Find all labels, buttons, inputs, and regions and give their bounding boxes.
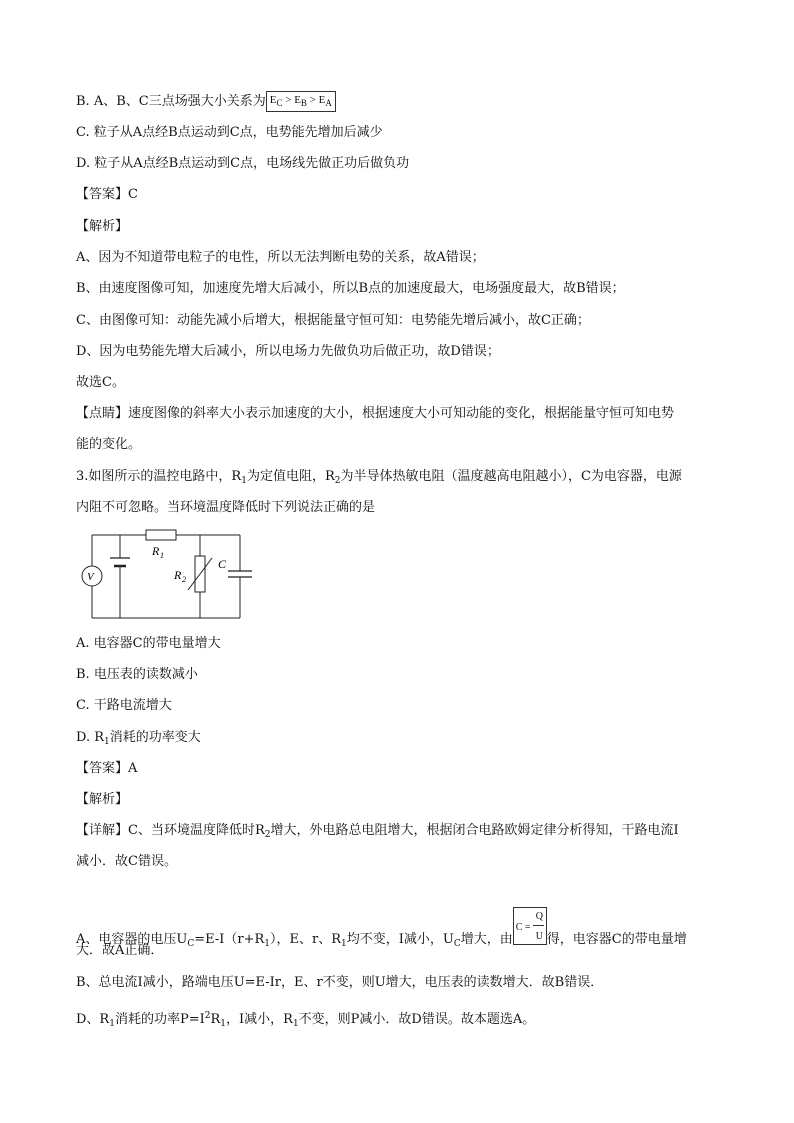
- q2-explanation-a: A、因为不知道带电粒子的电性，所以无法判断电势的关系，故A错误；: [76, 250, 485, 265]
- q3-option-d: D. $R_1$消耗的功率变大: [76, 730, 201, 747]
- capacitor-label: C: [218, 557, 227, 571]
- r2-label: R: [174, 568, 182, 582]
- capacitance-formula: C = Q U: [513, 907, 547, 945]
- q2-explanation-b: B、由速度图像可知，加速度先增大后减小，所以B点的加速度最大，电场强度最大，故B错误；: [76, 281, 625, 296]
- circuit-diagram: [76, 524, 256, 626]
- q2-explanation-d: D、因为电势能先增大后减小，所以电场力先做负功后做正功，故D错误；: [76, 344, 500, 359]
- q3-explanation-b: B、总电流I减小，路端电压U=E-Ir，E、r不变，则U增大，电压表的读数增大．故B错误．: [76, 975, 604, 990]
- q3-stem-line1: 3.如图所示的温控电路中，$R_1$为定值电阻，$R_2$为半导体热敏电阻（温度越高电阻越小），C为电容器，电源: [76, 469, 682, 486]
- q2-analysis-heading: 【解析】: [76, 219, 129, 234]
- q3-stem-line2: 内阻不可忽略。当环境温度降低时下列说法正确的是: [76, 500, 376, 515]
- q2-option-d: D. 粒子从A点经B点运动到C点，电场线先做正功后做负功: [76, 156, 410, 171]
- q3-explanation-d: D、$R_1$消耗的功率$P=I^2R_1$，I减小，$R_1$不变，则P减小．故D错误。故本题选A。: [76, 1011, 536, 1029]
- q2-option-b: B. A、B、C三点场强大小关系为 $E_C > E_B > E_A$: [76, 91, 336, 112]
- q2-conclusion: 故选C。: [76, 375, 125, 390]
- q2-option-c: C. 粒子从A点经B点运动到C点，电势能先增加后减少: [76, 125, 383, 140]
- q2-key-point-line1: 【点睛】速度图像的斜率大小表示加速度的大小，根据速度大小可知动能的变化，根据能量守恒可知电势: [76, 406, 675, 421]
- q2-explanation-c: C、由图像可知：动能先减小后增大，根据能量守恒可知：电势能先增后减小，故C正确；: [76, 313, 590, 328]
- q3-answer: 【答案】A: [76, 761, 138, 776]
- q3-option-a: A. 电容器C的带电量增大: [76, 636, 221, 651]
- q2-answer: 【答案】C: [76, 187, 138, 202]
- r1-label: R: [152, 544, 160, 558]
- q3-detail-line1: 【详解】C、当环境温度降低时$R_2$增大，外电路总电阻增大，根据闭合电路欧姆定律分析得知，干路电流I: [76, 823, 679, 840]
- resistor-r1: [146, 530, 176, 540]
- thermistor-arrow: [188, 558, 212, 590]
- q3-analysis-heading: 【解析】: [76, 792, 129, 807]
- r1-label-sub: 1: [160, 551, 164, 560]
- q2-key-point-line2: 能的变化。: [76, 437, 142, 452]
- q3-option-b: B. 电压表的读数减小: [76, 667, 198, 682]
- r2-label-sub: 2: [182, 575, 186, 584]
- q3-explanation-a-line2: 大．故A正确．: [76, 943, 164, 958]
- q3-detail-line2: 减小．故C错误。: [76, 854, 177, 869]
- q3-explanation-a: A、电容器的电压$U_C=E-I(r+R_1)$，E、r、$R_1$均不变，I减小，$U_C$增大，由 C = Q U 得，电容器C的带电量增: [76, 907, 687, 953]
- field-relation-formula: $E_C > E_B > E_A$: [266, 91, 336, 112]
- voltmeter-label: V: [87, 571, 94, 583]
- q3-option-c: C. 干路电流增大: [76, 698, 172, 713]
